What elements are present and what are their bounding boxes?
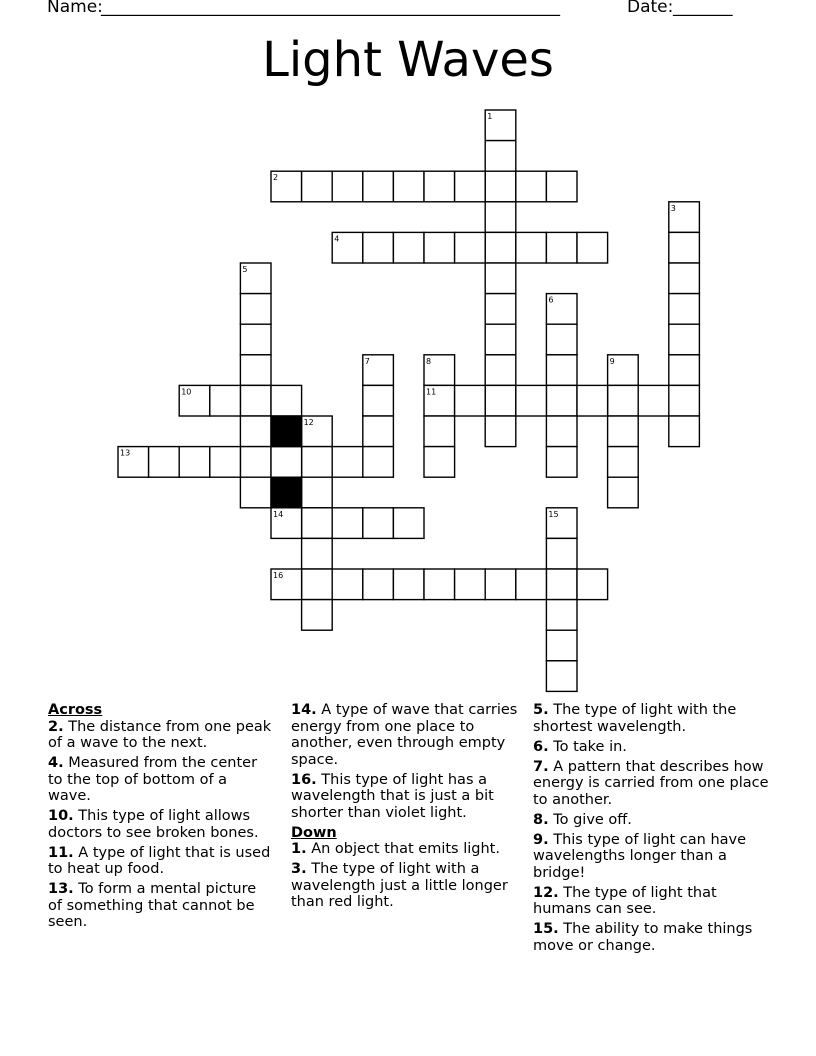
clue-number: 10. [48, 808, 74, 824]
grid-cell[interactable] [240, 477, 271, 508]
grid-cell[interactable] [669, 232, 700, 263]
grid-cell[interactable] [546, 538, 577, 569]
grid-cell[interactable] [393, 232, 424, 263]
clue-list-across-2 [291, 702, 523, 821]
grid-cell[interactable] [240, 447, 271, 478]
grid-number: 2 [273, 173, 279, 183]
grid-cell[interactable] [516, 171, 547, 202]
grid-cell[interactable] [302, 171, 333, 202]
grid-cell[interactable] [363, 508, 394, 539]
grid-cell[interactable] [424, 232, 455, 263]
clue-14 [291, 702, 523, 768]
grid-cell[interactable] [179, 447, 210, 478]
down-heading: Down [291, 824, 337, 841]
clue-number: 3. [291, 861, 307, 877]
grid-number: 12 [303, 418, 314, 427]
grid-cell[interactable] [485, 263, 516, 294]
grid-cell[interactable] [546, 232, 577, 263]
grid-cell[interactable] [455, 385, 486, 416]
clue-number: 16. [291, 771, 317, 788]
clue-13 [48, 881, 274, 931]
clue-list-down-2 [533, 702, 773, 954]
grid-cell[interactable] [546, 661, 577, 692]
grid-cell[interactable] [577, 385, 608, 416]
grid-cell[interactable] [240, 355, 271, 386]
grid-cell[interactable] [393, 508, 424, 539]
clue-number: 5. [533, 702, 549, 718]
grid-cell[interactable] [455, 232, 486, 263]
grid-cell[interactable] [485, 141, 516, 172]
grid-cell[interactable] [363, 385, 394, 416]
clue-number: 2. [48, 718, 64, 735]
grid-cell[interactable] [302, 447, 333, 478]
clue-text: A type of wave that carries energy from one place to another, even through empty space. [291, 702, 518, 768]
clue-15 [533, 921, 773, 954]
clue-text: To form a mental picture of something that cannot be seen. [48, 881, 257, 930]
clue-text: The type of light with the shortest wavelength. [533, 702, 737, 735]
clue-3 [291, 861, 523, 911]
clue-text: The type of light that humans can see. [533, 884, 717, 917]
grid-cell-black [271, 477, 302, 508]
clue-number: 13. [48, 881, 74, 897]
grid-cell[interactable] [546, 355, 577, 386]
clue-number: 11. [48, 844, 74, 861]
grid-cell[interactable] [608, 477, 639, 508]
grid-cell[interactable] [393, 171, 424, 202]
clue-text: The ability to make things move or change. [533, 921, 753, 954]
grid-cell[interactable] [608, 385, 639, 416]
grid-cell[interactable] [363, 447, 394, 478]
clue-4 [48, 755, 274, 805]
clue-6 [533, 739, 773, 756]
clue-10 [48, 808, 274, 841]
grid-cell-black [271, 416, 302, 447]
grid-cell[interactable] [332, 447, 363, 478]
grid-cell[interactable] [363, 569, 394, 600]
grid-number: 5 [242, 265, 248, 274]
clue-number: 7. [533, 758, 549, 775]
grid-cell[interactable] [240, 416, 271, 447]
grid-cell[interactable] [149, 447, 180, 478]
grid-number: 10 [181, 387, 192, 397]
grid-number: 15 [548, 509, 559, 519]
clue-text: This type of light allows doctors to see broken bones. [48, 808, 259, 841]
grid-cell[interactable] [363, 232, 394, 263]
page-title: Light Waves [262, 32, 554, 88]
grid-cell[interactable] [546, 324, 577, 355]
grid-cell[interactable] [210, 447, 241, 478]
clue-2 [48, 719, 274, 752]
grid-cell[interactable] [669, 355, 700, 386]
grid-cell[interactable] [302, 538, 333, 569]
clue-text: Measured from the center to the top of bottom of a wave. [48, 755, 258, 804]
name-label: Name: [47, 0, 103, 17]
grid-cell[interactable] [332, 569, 363, 600]
grid-cell[interactable] [485, 385, 516, 416]
clue-8 [533, 812, 773, 829]
clues-column-2 [291, 702, 523, 914]
grid-cell[interactable] [669, 294, 700, 325]
grid-cell[interactable] [424, 171, 455, 202]
grid-cell[interactable] [546, 600, 577, 631]
grid-number: 7 [364, 356, 370, 366]
date-line[interactable]: _______ [673, 0, 733, 17]
grid-cell[interactable] [485, 416, 516, 447]
grid-cell[interactable] [240, 294, 271, 325]
name-line[interactable]: ______________________________________________________ [101, 0, 560, 17]
grid-cell[interactable] [271, 385, 302, 416]
clue-16 [291, 772, 523, 822]
grid-cell[interactable] [302, 477, 333, 508]
grid-cell[interactable] [424, 447, 455, 478]
grid-cell[interactable] [485, 202, 516, 233]
clues-column-3 [533, 702, 773, 958]
grid-cell[interactable] [546, 447, 577, 478]
clue-number: 12. [533, 884, 559, 901]
grid-cell[interactable] [608, 416, 639, 447]
clue-number: 8. [533, 811, 549, 828]
grid-cell[interactable] [271, 447, 302, 478]
clue-text: An object that emits light. [306, 841, 500, 857]
clue-text: This type of light can have wavelengths longer than a bridge! [533, 831, 747, 881]
clue-number: 9. [533, 831, 549, 848]
grid-cell[interactable] [485, 569, 516, 600]
grid-cell[interactable] [455, 171, 486, 202]
grid-cell[interactable] [608, 447, 639, 478]
grid-cell[interactable] [485, 324, 516, 355]
grid-cell[interactable] [485, 171, 516, 202]
grid-cell[interactable] [302, 569, 333, 600]
grid-number: 9 [609, 356, 615, 366]
grid-cell[interactable] [638, 385, 669, 416]
grid-cell[interactable] [485, 294, 516, 325]
grid-number: 16 [273, 571, 284, 580]
clue-1 [291, 841, 523, 858]
clue-number: 1. [291, 841, 307, 857]
clue-number: 15. [533, 921, 559, 937]
grid-cell[interactable] [455, 569, 486, 600]
across-heading: Across [48, 702, 103, 718]
grid-number: 8 [426, 356, 432, 366]
clue-list-down-1 [291, 841, 523, 911]
grid-number: 3 [670, 203, 676, 213]
grid-number: 6 [548, 295, 554, 305]
grid-number: 4 [334, 234, 340, 244]
grid-cell[interactable] [424, 416, 455, 447]
grid-cell[interactable] [546, 416, 577, 447]
grid-cell[interactable] [210, 385, 241, 416]
clue-text: A type of light that is used to heat up food. [48, 844, 271, 877]
grid-cell[interactable] [577, 232, 608, 263]
clue-5 [533, 702, 773, 735]
grid-number: 13 [120, 448, 131, 458]
grid-cell[interactable] [577, 569, 608, 600]
clue-number: 6. [533, 738, 549, 755]
grid-cell[interactable] [393, 569, 424, 600]
clues-column-1 [48, 702, 274, 934]
grid-number: 14 [273, 509, 284, 519]
grid-cell[interactable] [485, 355, 516, 386]
clue-7 [533, 759, 773, 809]
grid-cell[interactable] [240, 324, 271, 355]
clue-text: The distance from one peak of a wave to the next. [48, 718, 272, 751]
clue-text: To take in. [548, 738, 627, 755]
clue-12 [533, 885, 773, 918]
grid-number: 11 [426, 387, 437, 397]
clue-text: This type of light has a wavelength that is just a bit shorter than violet light. [291, 771, 494, 821]
clue-list-across-1 [48, 719, 274, 931]
grid-cell[interactable] [363, 171, 394, 202]
grid-cell[interactable] [546, 385, 577, 416]
grid-cell[interactable] [332, 171, 363, 202]
grid-cell[interactable] [516, 569, 547, 600]
grid-cell[interactable] [669, 385, 700, 416]
clue-text: To give off. [548, 811, 632, 828]
grid-cell[interactable] [240, 385, 271, 416]
clue-text: The type of light with a wavelength just a little longer than red light. [291, 861, 508, 910]
grid-number: 1 [487, 112, 493, 121]
grid-cell[interactable] [546, 630, 577, 661]
grid-cell[interactable] [516, 385, 547, 416]
grid-cell[interactable] [669, 263, 700, 294]
grid-cell[interactable] [669, 416, 700, 447]
grid-cell[interactable] [332, 508, 363, 539]
grid-cell[interactable] [516, 232, 547, 263]
grid-cell[interactable] [546, 569, 577, 600]
date-label: Date: [627, 0, 674, 17]
clue-9 [533, 832, 773, 882]
clue-11 [48, 845, 274, 878]
grid-cell[interactable] [669, 324, 700, 355]
grid-cell[interactable] [363, 416, 394, 447]
clue-text: A pattern that describes how energy is carried from one place to another. [533, 758, 769, 808]
grid-cell[interactable] [424, 569, 455, 600]
grid-cell[interactable] [546, 171, 577, 202]
grid-cell[interactable] [302, 600, 333, 631]
grid-cell[interactable] [485, 232, 516, 263]
grid-cell[interactable] [302, 508, 333, 539]
clue-number: 4. [48, 755, 64, 771]
clue-number: 14. [291, 702, 317, 718]
